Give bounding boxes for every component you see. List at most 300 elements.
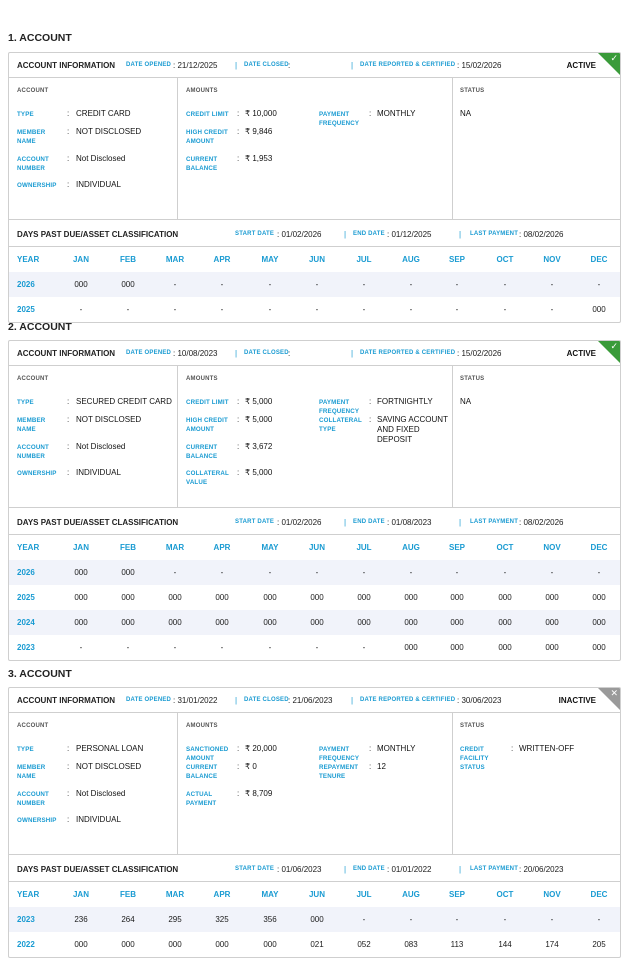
account-number-label: ACCOUNT NUMBER [17,791,49,807]
dpd-cell: 000 [121,618,135,627]
account-number-value: Not Disclosed [76,789,126,798]
month-header: JAN [72,255,89,264]
amount-label: ACTUAL PAYMENT [186,791,217,807]
account-number-label: ACCOUNT NUMBER [17,444,49,460]
dpd-cell: - [455,915,459,924]
ownership-value: INDIVIDUAL [76,180,121,189]
last-payment-value: : 08/02/2026 [519,230,564,239]
month-header: MAR [165,890,185,899]
dpd-cell: - [550,915,554,924]
dpd-title: DAYS PAST DUE/ASSET CLASSIFICATION [17,865,179,874]
amount-value: ₹ 5,000 [245,397,273,406]
amount-value: ₹ 0 [245,762,257,771]
colon: : [237,762,240,771]
date-reported-value: : 15/02/2026 [457,349,502,358]
dpd-cell: 000 [215,940,229,949]
last-payment-label: LAST PAYMENT [470,866,519,872]
type-label: TYPE [17,746,34,753]
dpd-cell: 000 [310,593,324,602]
date-opened-label: DATE OPENED [126,350,172,356]
dpd-cell: - [550,568,554,577]
dpd-cell: 000 [545,643,559,652]
dpd-cell: - [409,568,413,577]
date-closed-label: DATE CLOSED [244,697,289,703]
start-date-value: : 01/06/2023 [277,865,322,874]
dpd-cell: - [315,643,319,652]
end-date-label: END DATE [353,231,385,237]
dpd-cell: - [362,280,366,289]
dpd-bar [9,220,620,247]
dpd-cell: 000 [310,618,324,627]
divider: | [351,349,354,358]
check-icon: ✓ [610,341,618,351]
colon: : [237,109,240,118]
account-status-badge: ACTIVE [566,349,596,358]
dpd-cell: - [315,305,319,314]
dpd-cell: 000 [404,643,418,652]
dpd-cell: - [455,568,459,577]
amount-value: ₹ 10,000 [245,109,277,118]
amount-value: ₹ 9,846 [245,127,273,136]
dpd-cell: - [126,305,130,314]
dpd-cell: 000 [168,618,182,627]
colon: : [237,468,240,477]
month-header: YEAR [17,255,40,264]
dpd-cell: - [126,643,130,652]
amount-value: MONTHLY [377,744,416,753]
month-header: APR [213,255,231,264]
month-header: SEP [448,255,465,264]
dpd-cell: 000 [357,593,371,602]
dpd-title: DAYS PAST DUE/ASSET CLASSIFICATION [17,518,179,527]
end-date-value: : 01/08/2023 [387,518,432,527]
dpd-cell: 000 [592,305,606,314]
account-heading: 2. ACCOUNT [8,321,72,333]
colon: : [237,397,240,406]
month-header: OCT [496,255,514,264]
colon: : [511,744,514,753]
account-number-label: ACCOUNT NUMBER [17,156,49,172]
account-info-bar [9,688,620,713]
amount-value: ₹ 5,000 [245,468,273,477]
dpd-cell: 295 [168,915,182,924]
divider: | [235,61,238,70]
check-icon: ✓ [610,53,618,63]
colon: : [369,744,372,753]
month-header: MAY [261,543,279,552]
month-header: JUL [356,890,372,899]
start-date-label: START DATE [235,231,275,237]
dpd-grid-row [9,560,620,585]
status-section-title: STATUS [460,376,485,382]
amount-value: ₹ 3,672 [245,442,273,451]
ownership-label: OWNERSHIP [17,817,57,824]
end-date-value: : 01/12/2025 [387,230,432,239]
month-header: OCT [496,890,514,899]
amount-label: CURRENT BALANCE [186,156,218,172]
status-value: NA [460,397,472,406]
dpd-cell: 000 [404,618,418,627]
dpd-cell: - [173,280,177,289]
dpd-cell: - [268,568,272,577]
dpd-cell: 236 [74,915,88,924]
date-reported-label: DATE REPORTED & CERTIFIED [360,350,456,356]
amount-label: COLLATERAL VALUE [186,470,229,486]
dpd-cell: 000 [263,940,277,949]
account-status-badge: ACTIVE [566,61,596,70]
account-details-section [9,713,620,855]
divider: | [235,349,238,358]
dpd-cell: - [220,305,224,314]
account-number-value: Not Disclosed [76,154,126,163]
last-payment-label: LAST PAYMENT [470,519,519,525]
dpd-cell: - [315,568,319,577]
account-card [8,687,621,958]
status-section-title: STATUS [460,723,485,729]
dpd-cell: - [362,915,366,924]
amounts-section-title: AMOUNTS [186,376,218,382]
dpd-cell: 000 [121,593,135,602]
amount-value: ₹ 20,000 [245,744,277,753]
colon: : [369,397,372,406]
amount-label: COLLATERAL TYPE [319,417,362,433]
dpd-cell: 000 [592,593,606,602]
account-status-badge: INACTIVE [558,696,596,705]
account-info-title: ACCOUNT INFORMATION [17,349,116,358]
date-opened-label: DATE OPENED [126,697,172,703]
dpd-cell: - [550,305,554,314]
dpd-cell: - [409,280,413,289]
dpd-grid-row [9,610,620,635]
dpd-cell: - [362,305,366,314]
colon: : [67,442,70,451]
type-value: SECURED CREDIT CARD [76,397,172,406]
colon: : [67,415,70,424]
column-divider [177,366,178,507]
column-divider [452,366,453,507]
dpd-cell: - [503,305,507,314]
dpd-cell: - [362,568,366,577]
colon: : [67,127,70,136]
year-cell: 2023 [17,643,35,652]
month-header: AUG [402,255,420,264]
dpd-cell: 144 [498,940,512,949]
month-header: APR [213,890,231,899]
amount-value: ₹ 1,953 [245,154,273,163]
month-header: JAN [72,890,89,899]
member-name-value: NOT DISCLOSED [76,762,142,771]
date-opened-value: : 10/08/2023 [173,349,218,358]
amount-label: HIGH CREDIT AMOUNT [186,129,228,145]
month-header: FEB [120,890,136,899]
dpd-cell: 356 [263,915,277,924]
month-header: NOV [543,255,561,264]
month-header: DEC [590,890,608,899]
dpd-cell: - [79,305,83,314]
date-opened-value: : 31/01/2022 [173,696,218,705]
month-header: JUN [308,255,325,264]
dpd-grid-row [9,907,620,932]
amounts-section-title: AMOUNTS [186,88,218,94]
amount-value: ₹ 8,709 [245,789,273,798]
dpd-cell: 000 [404,593,418,602]
credit-facility-status-value: WRITTEN-OFF [519,744,575,753]
status-section-title: STATUS [460,88,485,94]
dpd-grid-row [9,932,620,957]
date-closed-label: DATE CLOSED [244,62,289,68]
dpd-cell: - [173,643,177,652]
account-info-title: ACCOUNT INFORMATION [17,61,116,70]
month-header: JAN [72,543,89,552]
start-date-value: : 01/02/2026 [277,518,322,527]
dpd-cell: 205 [592,940,606,949]
colon: : [369,762,372,771]
colon: : [67,154,70,163]
amount-label: CREDIT LIMIT [186,399,229,406]
credit-facility-status-label: CREDIT FACILITY STATUS [460,746,489,771]
account-section-title: ACCOUNT [17,88,49,94]
end-date-label: END DATE [353,519,385,525]
month-header: DEC [590,255,608,264]
ownership-label: OWNERSHIP [17,470,57,477]
dpd-cell: - [173,568,177,577]
dpd-cell: 113 [450,940,464,949]
date-reported-label: DATE REPORTED & CERTIFIED [360,62,456,68]
amount-label: PAYMENT FREQUENCY [319,111,360,127]
dpd-cell: 000 [450,618,464,627]
account-number-value: Not Disclosed [76,442,126,451]
dpd-cell: 174 [545,940,559,949]
month-header: FEB [120,255,136,264]
colon: : [67,397,70,406]
date-closed-value: : [288,61,291,70]
account-details-section [9,366,620,508]
colon: : [237,789,240,798]
dpd-cell: - [455,305,459,314]
month-header: NOV [543,890,561,899]
dpd-cell: - [268,280,272,289]
dpd-cell: 000 [310,915,324,924]
colon: : [237,744,240,753]
colon: : [67,789,70,798]
date-closed-value: : 21/06/2023 [288,696,333,705]
divider: | [459,518,462,527]
month-header: MAR [165,543,185,552]
colon: : [237,442,240,451]
dpd-grid-row [9,585,620,610]
member-name-value: NOT DISCLOSED [76,127,142,136]
dpd-cell: 000 [74,593,88,602]
month-header: FEB [120,543,136,552]
column-divider [177,78,178,219]
account-info-bar [9,53,620,78]
account-card [8,52,621,323]
dpd-cell: - [79,643,83,652]
dpd-cell: - [315,280,319,289]
account-heading: 1. ACCOUNT [8,32,72,44]
dpd-cell: - [220,568,224,577]
amount-value: SAVING ACCOUNT AND FIXED DEPOSIT [377,415,448,444]
month-header: NOV [543,543,561,552]
year-cell: 2023 [17,915,35,924]
colon: : [67,762,70,771]
dpd-cell: 000 [263,593,277,602]
account-section-title: ACCOUNT [17,723,49,729]
colon: : [369,109,372,118]
date-reported-label: DATE REPORTED & CERTIFIED [360,697,456,703]
start-date-value: : 01/02/2026 [277,230,322,239]
dpd-cell: 000 [545,593,559,602]
amount-label: HIGH CREDIT AMOUNT [186,417,228,433]
month-header: JUL [356,255,372,264]
dpd-grid-header [9,882,620,907]
dpd-cell: - [597,568,601,577]
colon: : [67,744,70,753]
amount-value: 12 [377,762,386,771]
dpd-cell: 264 [121,915,135,924]
year-cell: 2025 [17,593,35,602]
amount-label: PAYMENT FREQUENCY [319,746,360,762]
colon: : [237,154,240,163]
account-card [8,340,621,661]
dpd-cell: - [220,280,224,289]
account-details-section [9,78,620,220]
month-header: AUG [402,543,420,552]
dpd-cell: 000 [263,618,277,627]
account-heading: 3. ACCOUNT [8,668,72,680]
dpd-cell: - [550,280,554,289]
dpd-cell: - [597,280,601,289]
amount-label: REPAYMENT TENURE [319,764,359,780]
amount-value: ₹ 5,000 [245,415,273,424]
dpd-cell: - [503,915,507,924]
account-info-title: ACCOUNT INFORMATION [17,696,116,705]
dpd-grid-row [9,635,620,660]
dpd-bar [9,508,620,535]
month-header: YEAR [17,543,40,552]
last-payment-value: : 08/02/2026 [519,518,564,527]
dpd-cell: 000 [74,280,88,289]
dpd-cell: 000 [74,568,88,577]
month-header: DEC [590,543,608,552]
ownership-label: OWNERSHIP [17,182,57,189]
divider: | [351,696,354,705]
month-header: MAY [261,255,279,264]
type-value: PERSONAL LOAN [76,744,144,753]
dpd-cell: 000 [215,593,229,602]
amount-value: MONTHLY [377,109,416,118]
month-header: JUL [356,543,372,552]
member-name-label: MEMBER NAME [17,764,46,780]
dpd-cell: 000 [450,643,464,652]
ownership-value: INDIVIDUAL [76,815,121,824]
dpd-cell: 000 [215,618,229,627]
divider: | [459,230,462,239]
amount-label: CREDIT LIMIT [186,111,229,118]
divider: | [459,865,462,874]
dpd-cell: - [173,305,177,314]
close-icon: ✕ [610,688,618,698]
member-name-value: NOT DISCLOSED [76,415,142,424]
start-date-label: START DATE [235,519,275,525]
dpd-cell: 000 [498,643,512,652]
dpd-cell: 021 [310,940,324,949]
dpd-cell: - [409,915,413,924]
account-info-bar [9,341,620,366]
dpd-cell: 000 [121,280,135,289]
dpd-cell: 000 [121,940,135,949]
date-opened-value: : 21/12/2025 [173,61,218,70]
date-closed-label: DATE CLOSED [244,350,289,356]
month-header: YEAR [17,890,40,899]
colon: : [67,109,70,118]
year-cell: 2026 [17,568,35,577]
dpd-cell: - [220,643,224,652]
account-section-title: ACCOUNT [17,376,49,382]
divider: | [344,865,347,874]
amount-label: PAYMENT FREQUENCY [319,399,360,415]
date-reported-value: : 15/02/2026 [457,61,502,70]
year-cell: 2025 [17,305,35,314]
date-opened-label: DATE OPENED [126,62,172,68]
column-divider [452,78,453,219]
last-payment-label: LAST PAYMENT [470,231,519,237]
month-header: SEP [448,543,465,552]
dpd-cell: 052 [357,940,371,949]
month-header: AUG [402,890,420,899]
type-value: CREDIT CARD [76,109,131,118]
end-date-label: END DATE [353,866,385,872]
amount-label: SANCTIONED AMOUNT [186,746,229,762]
dpd-cell: 000 [498,618,512,627]
divider: | [344,230,347,239]
colon: : [67,815,70,824]
colon: : [67,468,70,477]
column-divider [452,713,453,854]
dpd-cell: - [503,568,507,577]
dpd-bar [9,855,620,882]
dpd-cell: 000 [121,568,135,577]
year-cell: 2026 [17,280,35,289]
year-cell: 2022 [17,940,35,949]
dpd-cell: 083 [404,940,418,949]
dpd-cell: 000 [74,940,88,949]
dpd-cell: - [268,305,272,314]
year-cell: 2024 [17,618,35,627]
dpd-cell: 000 [545,618,559,627]
divider: | [235,696,238,705]
column-divider [177,713,178,854]
dpd-grid-header [9,247,620,272]
dpd-cell: - [503,280,507,289]
dpd-cell: - [268,643,272,652]
dpd-grid-header [9,535,620,560]
dpd-cell: - [455,280,459,289]
amount-value: FORTNIGHTLY [377,397,433,406]
amounts-section-title: AMOUNTS [186,723,218,729]
dpd-cell: 000 [592,618,606,627]
member-name-label: MEMBER NAME [17,417,46,433]
amount-label: CURRENT BALANCE [186,764,218,780]
colon: : [369,415,372,424]
month-header: SEP [448,890,465,899]
dpd-cell: - [597,915,601,924]
dpd-cell: 000 [357,618,371,627]
last-payment-value: : 20/06/2023 [519,865,564,874]
dpd-cell: 000 [168,940,182,949]
ownership-value: INDIVIDUAL [76,468,121,477]
date-reported-value: : 30/06/2023 [457,696,502,705]
